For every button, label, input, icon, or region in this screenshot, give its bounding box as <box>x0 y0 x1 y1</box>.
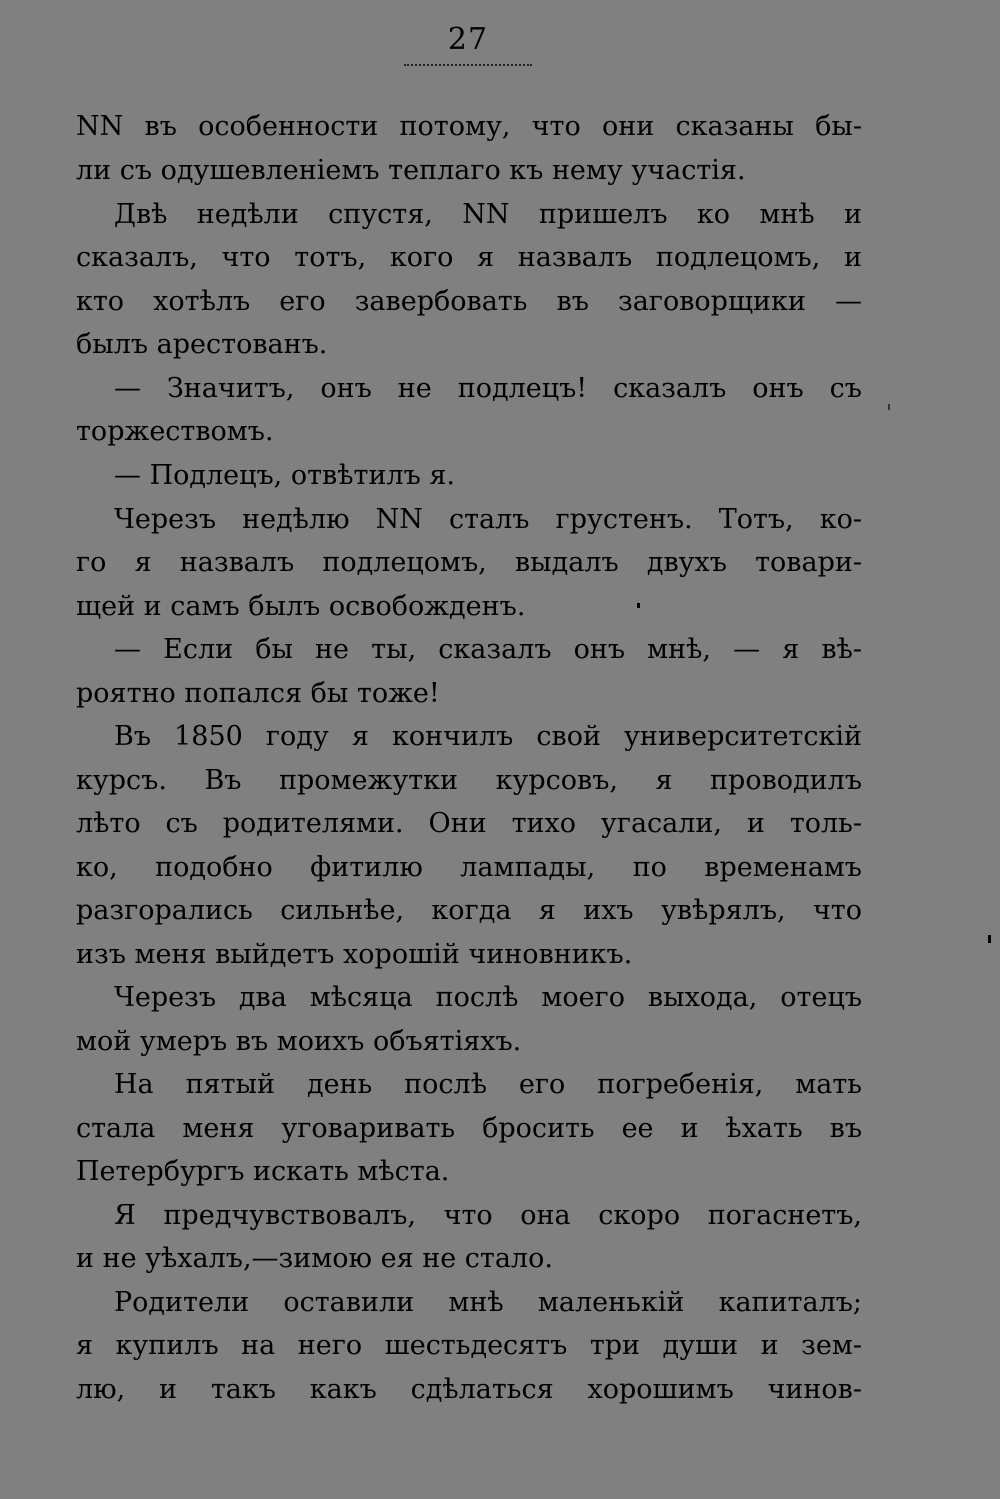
text-line: кто хотѣлъ его завербовать въ заговорщики — <box>76 286 862 317</box>
text-line: изъ меня выйдетъ хорошій чиновникъ. <box>76 939 633 970</box>
text-line: Двѣ недѣли спустя, NN пришелъ ко мнѣ и <box>114 199 862 230</box>
text-line: Петербургъ искать мѣста. <box>76 1156 450 1187</box>
text-line: лю, и такъ какъ сдѣлаться хорошимъ чинов- <box>76 1374 862 1405</box>
text-line: торжествомъ. <box>76 416 274 447</box>
text-line: На пятый день послѣ его погребенія, мать <box>114 1069 862 1100</box>
text-line: стала меня уговаривать бросить ее и ѣхать въ <box>76 1113 862 1144</box>
text-line: мой умеръ въ моихъ объятіяхъ. <box>76 1026 522 1057</box>
text-line: разгорались сильнѣе, когда я ихъ увѣрялъ, что <box>76 895 862 926</box>
text-line: Черезъ недѣлю NN сталъ грустенъ. Тотъ, ко- <box>114 504 862 535</box>
text-line: — Значитъ, онъ не подлецъ! сказалъ онъ съ <box>114 373 862 404</box>
text-line: я купилъ на него шестьдесятъ три души и зем- <box>76 1330 862 1361</box>
text-line: ли съ одушевленіемъ теплаго къ нему участія. <box>76 155 746 186</box>
text-line: сказалъ, что тотъ, кого я назвалъ подлецомъ, и <box>76 242 862 273</box>
text-line: и не уѣхалъ,—зимою ея не стало. <box>76 1243 553 1274</box>
text-line: роятно попался бы тоже! <box>76 678 440 709</box>
text-line: — Подлецъ, отвѣтилъ я. <box>114 460 455 491</box>
print-speck <box>888 404 890 410</box>
print-speck <box>637 603 640 608</box>
text-line: Я предчувствовалъ, что она скоро погаснетъ, <box>114 1200 862 1231</box>
text-line: NN въ особенности потому, что они сказаны бы- <box>76 111 862 142</box>
text-line: — Если бы не ты, сказалъ онъ мнѣ, — я вѣ- <box>114 634 862 665</box>
text-line: Въ 1850 году я кончилъ свой университетскій <box>114 721 862 752</box>
text-line: Черезъ два мѣсяца послѣ моего выхода, отецъ <box>114 982 862 1013</box>
text-line: курсъ. Въ промежутки курсовъ, я проводилъ <box>76 765 862 796</box>
text-line: ко, подобно фитилю лампады, по временамъ <box>76 852 862 883</box>
print-speck <box>988 935 991 943</box>
text-line: го я назвалъ подлецомъ, выдалъ двухъ товари- <box>76 547 862 578</box>
header-rule <box>404 64 532 66</box>
text-line: лѣто съ родителями. Они тихо угасали, и толь- <box>76 808 862 839</box>
page-number: 27 <box>447 22 489 57</box>
text-line: щей и самъ былъ освобожденъ. <box>76 591 526 622</box>
text-line: былъ арестованъ. <box>76 329 328 360</box>
text-line: Родители оставили мнѣ маленькій капиталъ; <box>114 1287 862 1318</box>
